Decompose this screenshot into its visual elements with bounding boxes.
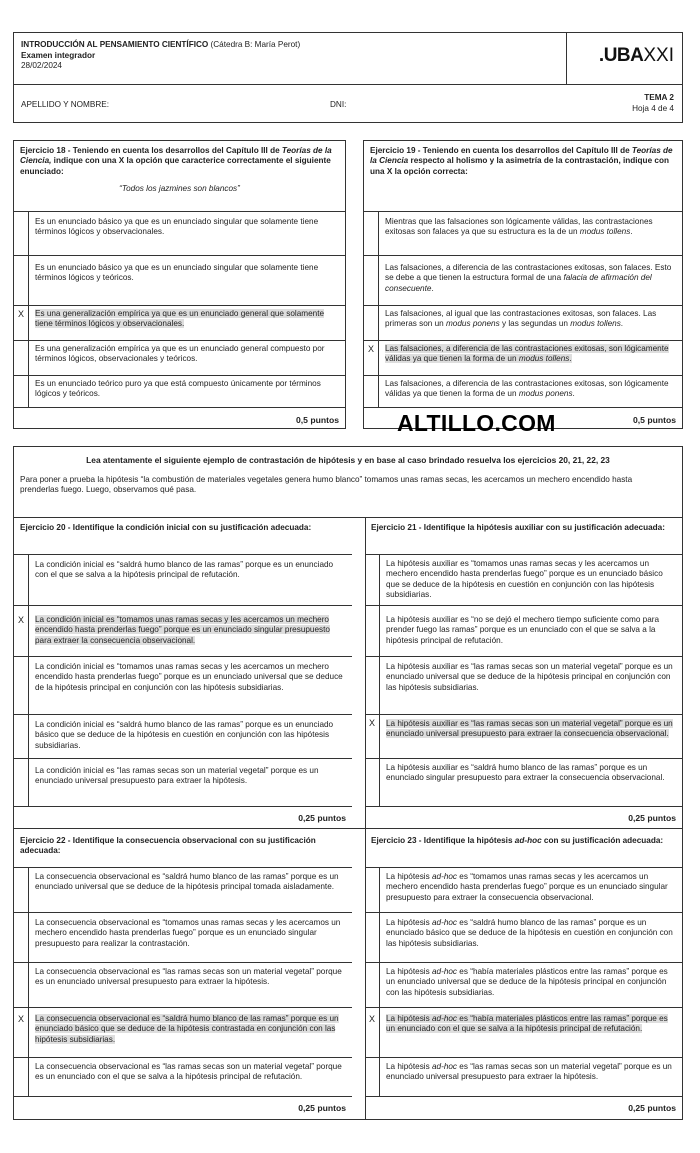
- option-text: La condición inicial es “saldrá humo blanco de las ramas” porque es un enunciado básico que se deduce de la hipótesis en cuestión en conjunción con las hipótesis subsidiarias.: [35, 720, 334, 750]
- ex18-option-3[interactable]: [14, 305, 345, 341]
- option-text: La consecuencia observacional es “saldrá humo blanco de las ramas” porque es un enunciado básico que se deduce de la hipótesis contrastada en conjunción con las hipótesis subsidiarias.: [35, 1014, 339, 1044]
- points: 0,5 puntos: [633, 415, 676, 425]
- points: 0,5 puntos: [296, 415, 339, 425]
- answer-box[interactable]: [14, 376, 29, 408]
- ex20-option-4[interactable]: [14, 714, 352, 759]
- answer-box[interactable]: [365, 913, 380, 963]
- exercise-19: [363, 140, 683, 429]
- answer-box[interactable]: [365, 963, 380, 1008]
- ex20-option-3[interactable]: [14, 656, 352, 715]
- watermark-text: ALTILLO.COM: [397, 410, 556, 436]
- ex18-option-2[interactable]: [14, 255, 345, 306]
- ex23-option-1[interactable]: [365, 867, 682, 913]
- option-text: La hipótesis auxiliar es “las ramas secas son un material vegetal” porque es un enunciado universal que se deduce de la hipótesis principal en conjunción con las hipótesis subsidiarias.: [386, 662, 673, 692]
- option-text: La hipótesis ad-hoc es “saldrá humo blanco de las ramas” porque es un enunciado básico que se deduce de la hipótesis en cuestión en conjunción con las hipótesis subsidiarias.: [386, 918, 673, 948]
- option-text: La hipótesis ad-hoc es “tomamos unas ramas secas y les acercamos un mechero encendido hasta prenderlas fuego” porque es un enunciado singular presupuesto para extraer la consecuencia observacional.: [386, 872, 668, 902]
- answer-box[interactable]: [365, 657, 380, 715]
- exam-date: 28/02/2024: [21, 61, 62, 70]
- answer-box[interactable]: [14, 212, 29, 256]
- exercise-20-title: Ejercicio 20 - Identifique la condición inicial con su justificación adecuada:: [20, 523, 312, 532]
- exam-header: [13, 32, 683, 123]
- logo-main: .UBA: [598, 45, 644, 66]
- divider: [14, 1096, 352, 1097]
- answer-box[interactable]: [14, 555, 29, 606]
- answer-box[interactable]: [14, 657, 29, 715]
- option-text: La hipótesis auxiliar es “saldrá humo blanco de las ramas” porque es un enunciado singular presupuesto para extraer la consecuencia observacional.: [386, 763, 665, 783]
- ex19-option-3[interactable]: [364, 305, 682, 341]
- exercise-21: [365, 517, 682, 829]
- points: 0,25 puntos: [298, 1103, 346, 1113]
- exercise-22: [14, 828, 352, 1120]
- answer-box[interactable]: [364, 306, 379, 341]
- option-text: Es un enunciado teórico puro ya que está compuesto únicamente por términos lógicos y teóricos.: [35, 379, 321, 399]
- ex19-option-1[interactable]: [364, 211, 682, 256]
- exercise-20: [14, 517, 352, 829]
- answer-box[interactable]: [364, 212, 379, 256]
- answer-box[interactable]: X: [14, 1008, 29, 1058]
- case-lead: Lea atentamente el siguiente ejemplo de contrastación de hipótesis y en base al caso brindado resuelva los ejercicios 20, 21, 22, 23: [86, 455, 610, 465]
- option-text: Las falsaciones, a diferencia de las contrastaciones exitosas, son falaces. Esto se debe a que tienen la estructura formal de una falacia de afirmación del consecuente.: [385, 263, 672, 293]
- ex21-option-1[interactable]: [365, 554, 682, 606]
- option-text: La hipótesis ad-hoc es “había materiales plásticos entre las ramas” porque es un enunciado universal que se deduce de la hipótesis principal en conjunción con las hipótesis subsidiarias.: [386, 967, 668, 997]
- exercise-23: [365, 828, 682, 1120]
- uba-logo: [566, 33, 682, 85]
- ex23-option-2[interactable]: [365, 912, 682, 963]
- answer-box[interactable]: [364, 256, 379, 306]
- option-text: La hipótesis auxiliar es “tomamos unas ramas secas y les acercamos un mechero encendido hasta prenderlas fuego” porque es un enunciado básico que se deduce de la hipótesis en cuestión en conjunción con las hipótesis subsidiarias.: [386, 559, 663, 599]
- ex21-option-4[interactable]: [365, 714, 682, 759]
- ex18-option-5[interactable]: [14, 375, 345, 408]
- points: 0,25 puntos: [628, 813, 676, 823]
- answer-box[interactable]: X: [14, 606, 29, 657]
- name-label: APELLIDO Y NOMBRE:: [21, 100, 109, 109]
- exercise-18: [13, 140, 346, 429]
- ex22-option-1[interactable]: [14, 867, 352, 913]
- answer-box[interactable]: [14, 715, 29, 759]
- ex22-option-4[interactable]: [14, 1007, 352, 1058]
- ex21-option-5[interactable]: [365, 758, 682, 807]
- option-text: La condición inicial es “tomamos unas ramas secas y les acercamos un mechero encendido hasta prenderlas fuego” porque es un enunciado universal que se deduce de la hipótesis principal en conjunción con las hipótesis subsidiarias.: [35, 662, 343, 692]
- header-student-row: [14, 85, 682, 122]
- ex20-option-5[interactable]: [14, 758, 352, 807]
- answer-box[interactable]: [14, 341, 29, 376]
- answer-box[interactable]: X: [14, 306, 29, 341]
- option-text: Mientras que las falsaciones son lógicamente válidas, las contrastaciones exitosas son falaces ya que su estructura es la de un modus tollens.: [385, 217, 653, 237]
- ex19-option-2[interactable]: [364, 255, 682, 306]
- exercise-22-title: Ejercicio 22 - Identifique la consecuencia observacional con su justificación adecuada:: [20, 836, 316, 856]
- option-text: Es un enunciado básico ya que es un enunciado singular que solamente tiene términos lógicos y teóricos.: [35, 263, 319, 283]
- option-text: Es una generalización empírica ya que es un enunciado general que solamente tiene términos lógicos y observacionales.: [35, 309, 325, 329]
- tema-label: TEMA 2: [644, 93, 674, 102]
- answer-box[interactable]: [365, 606, 380, 657]
- answer-box[interactable]: [365, 555, 380, 606]
- divider: [14, 407, 345, 408]
- answer-box[interactable]: [365, 759, 380, 807]
- answer-box[interactable]: [14, 256, 29, 306]
- answer-box[interactable]: X: [365, 1008, 380, 1058]
- answer-box[interactable]: X: [365, 715, 380, 759]
- answer-box[interactable]: [365, 868, 380, 913]
- course-chair: (Cátedra B: María Perot): [210, 40, 301, 49]
- ex19-option-5[interactable]: [364, 375, 682, 408]
- ex22-option-5[interactable]: [14, 1057, 352, 1097]
- answer-box[interactable]: [14, 868, 29, 913]
- option-text: Las falsaciones, al igual que las contrastaciones exitosas, son falaces. Las primeras son un modus ponens y las segundas un modus tollens.: [385, 309, 657, 329]
- option-text: La condición inicial es “tomamos unas ramas secas y les acercamos un mechero encendido hasta prenderlas fuego” porque es un enunciado singular presupuesto para extraer la consecuencia observacional.: [35, 615, 330, 645]
- exercise-23-title: Ejercicio 23 - Identifique la hipótesis ad-hoc con su justificación adecuada:: [371, 836, 664, 845]
- answer-box[interactable]: X: [364, 341, 379, 376]
- ex22-option-2[interactable]: [14, 912, 352, 963]
- ex20-option-1[interactable]: [14, 554, 352, 606]
- option-text: Las falsaciones, a diferencia de las contrastaciones exitosas, son lógicamente válidas ya que tienen la forma de un modus tollens.: [385, 344, 669, 364]
- divider: [365, 1096, 682, 1097]
- exercise-18-quote: “Todos los jazmines son blancos”: [119, 183, 240, 193]
- points: 0,25 puntos: [298, 813, 346, 823]
- ex23-option-4[interactable]: [365, 1007, 682, 1058]
- answer-box[interactable]: [364, 376, 379, 408]
- ex23-option-5[interactable]: [365, 1057, 682, 1097]
- exercise-18-title: Ejercicio 18 - Teniendo en cuenta los desarrollos del Capítulo III de Teorías de la Ciencia, indique con una X la opción que caracterice correctamente el siguiente enunciado:: [20, 146, 332, 176]
- option-text: La consecuencia observacional es “las ramas secas son un material vegetal” porque es un enunciado con el que se salva a la hipótesis principal de refutación.: [35, 1062, 342, 1082]
- option-text: La consecuencia observacional es “tomamos unas ramas secas y les acercamos un mechero encendido hasta prenderlas fuego” porque es un enunciado singular presupuesto para realizar la contrastación.: [35, 918, 341, 948]
- ex18-option-4[interactable]: [14, 340, 345, 376]
- points: 0,25 puntos: [628, 1103, 676, 1113]
- header-course-info: [14, 33, 566, 85]
- option-text: Es un enunciado básico ya que es un enunciado singular que solamente tiene términos lógicos y observacionales.: [35, 217, 319, 237]
- option-text: La consecuencia observacional es “las ramas secas son un material vegetal” porque es un enunciado universal presupuesto para extraer la hipótesis.: [35, 967, 342, 987]
- option-text: La consecuencia observacional es “saldrá humo blanco de las ramas” porque es un enunciado universal que se deduce de la hipótesis principal tomada aisladamente.: [35, 872, 339, 892]
- ex22-option-3[interactable]: [14, 962, 352, 1008]
- option-text: Es una generalización empírica ya que es un enunciado general compuesto por términos lógicos, observacionales y teóricos.: [35, 344, 325, 364]
- option-text: Las falsaciones, a diferencia de las contrastaciones exitosas, son lógicamente válidas ya que tienen la forma de un modus ponens.: [385, 379, 669, 399]
- divider: [365, 806, 682, 807]
- answer-box[interactable]: [14, 963, 29, 1008]
- course-title: INTRODUCCIÓN AL PENSAMIENTO CIENTÍFICO: [21, 40, 209, 49]
- ex19-option-4[interactable]: [364, 340, 682, 376]
- page-label: Hoja 4 de 4: [632, 104, 674, 113]
- option-text: La hipótesis auxiliar es “las ramas secas son un material vegetal” porque es un enunciado universal presupuesto para extraer la consecuencia observacional.: [386, 719, 673, 739]
- option-text: La hipótesis ad-hoc es “las ramas secas son un material vegetal” porque es un enunciado universal presupuesto para extraer la hipótesis.: [386, 1062, 672, 1082]
- ex23-option-3[interactable]: [365, 962, 682, 1008]
- answer-box[interactable]: [14, 1058, 29, 1097]
- ex21-option-3[interactable]: [365, 656, 682, 715]
- divider: [364, 407, 682, 408]
- ex18-option-1[interactable]: [14, 211, 345, 256]
- option-text: La hipótesis auxiliar es “no se dejó el mechero tiempo suficiente como para prender fuego las ramas” porque es un enunciado con el que se salva a la hipótesis principal de refutación.: [386, 615, 660, 645]
- option-text: La condición inicial es “saldrá humo blanco de las ramas” porque es un enunciado con el que se salva a la hipótesis principal de refutación.: [35, 560, 334, 580]
- ex20-option-2[interactable]: [14, 605, 352, 657]
- case-section: [13, 446, 683, 1120]
- ex21-option-2[interactable]: [365, 605, 682, 657]
- exam-type: Examen integrador: [21, 50, 96, 60]
- logo-suffix: XXI: [643, 45, 674, 66]
- answer-box[interactable]: [365, 1058, 380, 1097]
- divider: [14, 806, 352, 807]
- exercise-21-title: Ejercicio 21 - Identifique la hipótesis auxiliar con su justificación adecuada:: [371, 523, 665, 532]
- case-intro: Para poner a prueba la hipótesis “la combustión de materiales vegetales genera humo blanco” tomamos unas ramas secas, les acercamos un mechero encendido hasta prenderlas fuego. Luego, observamos qué pasa.: [20, 475, 633, 495]
- option-text: La condición inicial es “las ramas secas son un material vegetal” porque es un enunciado universal presupuesto para extraer la hipótesis.: [35, 766, 319, 786]
- answer-box[interactable]: [14, 759, 29, 807]
- answer-box[interactable]: [14, 913, 29, 963]
- dni-label: DNI:: [330, 100, 347, 109]
- option-text: La hipótesis ad-hoc es “había materiales plásticos entre las ramas” porque es un enunciado con el que se salva a la hipótesis principal de refutación.: [386, 1014, 668, 1034]
- exercise-19-title: Ejercicio 19 - Teniendo en cuenta los desarrollos del Capítulo III de Teorías de la Ciencia respecto al holismo y la asimetría de la contrastación, indique con una X la opción correcta:: [370, 146, 673, 176]
